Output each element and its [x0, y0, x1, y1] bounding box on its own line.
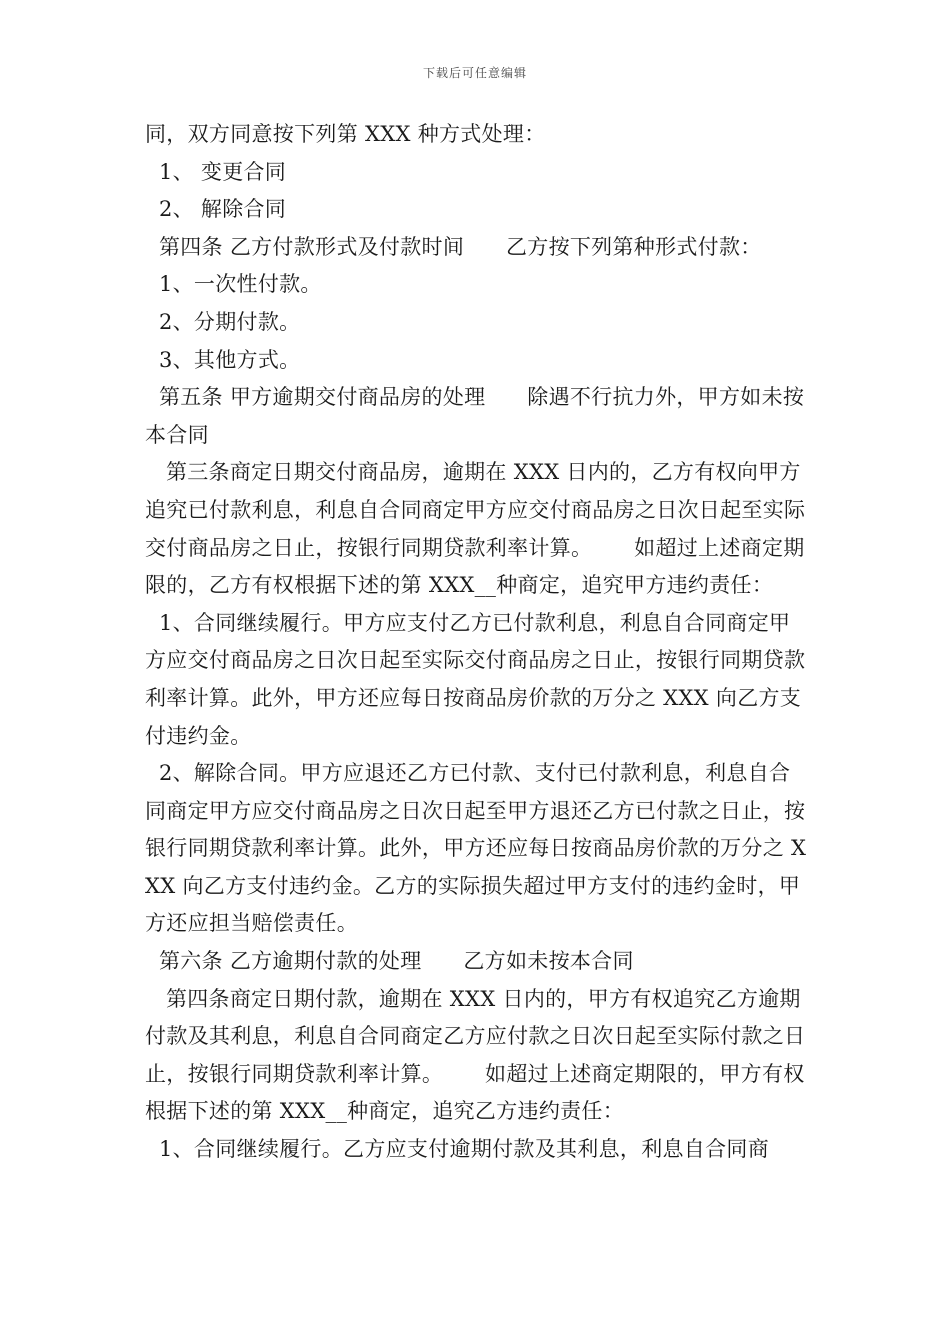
article-heading: 第六条 乙方逾期付款的处理 乙方如未按本合同	[145, 949, 634, 974]
article-heading: 第四条 乙方付款形式及付款时间 乙方按下列第种形式付款：	[145, 234, 762, 259]
paragraph: 同，双方同意按下列第 XXX 种方式处理：	[145, 122, 546, 146]
list-item: 2、分期付款。	[145, 309, 301, 334]
list-item: 1、一次性付款。	[145, 272, 322, 297]
list-item: 1、合同继续履行。乙方应支付逾期付款及其利息，利息自合同商	[145, 1137, 770, 1162]
page-header: 下载后可任意编辑	[422, 66, 527, 80]
list-item: 1、 变更合同	[145, 159, 287, 184]
list-item: 2、 解除合同	[145, 197, 287, 222]
article-heading: 第五条 甲方逾期交付商品房的处理 除遇不行抗力外，甲方如未按本合同	[145, 385, 805, 447]
paragraph: 第四条商定日期付款，逾期在 XXX 日内的，甲方有权追究乙方逾期付款及其利息，利息自合同商定乙方应付款之日次日起至实际付款之日止，按银行同期贷款利率计算。 如超过上述商定期限的，甲方有权根据下述的第 XXX__种商定，追究乙方违约责任：	[145, 986, 806, 1124]
document-body	[145, 116, 810, 1169]
list-item: 1、合同继续履行。甲方应支付乙方已付款利息，利息自合同商定甲方应交付商品房之日次日起至实际交付商品房之日止，按银行同期贷款利率计算。此外，甲方还应每日按商品房价款的万分之 XXX 向乙方支付违约金。	[145, 610, 806, 748]
list-item: 2、解除合同。甲方应退还乙方已付款、支付已付款利息，利息自合同商定甲方应交付商品房之日次日起至甲方退还乙方已付款之日止，按银行同期贷款利率计算。此外，甲方还应每日按商品房价款的万分之 XXX 向乙方支付违约金。乙方的实际损失超过甲方支付的违约金时，甲方还应担当赔偿责任。	[145, 761, 807, 936]
list-item: 3、其他方式。	[145, 347, 301, 372]
paragraph: 第三条商定日期交付商品房，逾期在 XXX 日内的，乙方有权向甲方追究已付款利息，利息自合同商定甲方应交付商品房之日次日起至实际交付商品房之日止，按银行同期贷款利率计算。 如超过上述商定期限的，乙方有权根据下述的第 XXX__种商定，追究甲方违约责任：	[145, 460, 806, 598]
